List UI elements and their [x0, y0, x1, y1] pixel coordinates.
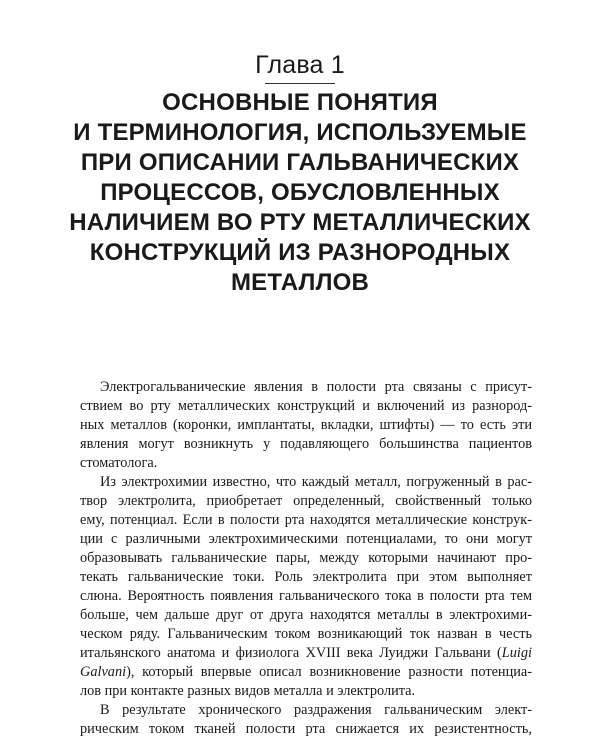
text-line: ческом ряду. Гальваническим током возникающий ток назван в честь	[80, 626, 532, 642]
italic-name: Luigi	[501, 645, 532, 661]
text-line: Из электрохимии известно, что каждый металл, погруженный в рас-	[100, 474, 532, 490]
text-line: лов при контакте разных видов металла и электролита.	[80, 683, 416, 699]
text-line: ему, потенциал. Если в полости рта находятся металлические конструк-	[80, 512, 532, 528]
text-line: стоматолога.	[80, 455, 158, 471]
text-line: Электрогальванические явления в полости рта связаны с присут-	[100, 379, 532, 395]
text-line: ции с различными электрохимическими потенциалами, то они могут	[80, 531, 532, 547]
text-line: ствием во рту металлических конструкций и включений из разнород-	[80, 398, 532, 414]
text-line	[80, 644, 532, 663]
text-segment: ), который впервые описал возникновение разности потенциа-	[126, 664, 532, 680]
paragraph-1	[80, 378, 532, 473]
chapter-label: Глава 1	[255, 51, 345, 79]
chapter-title-line: ПРИ ОПИСАНИИ ГАЛЬВАНИЧЕСКИХ	[80, 149, 520, 176]
chapter-title-line: НАЛИЧИЕМ ВО РТУ МЕТАЛЛИЧЕСКИХ	[69, 209, 531, 236]
italic-name: Galvani	[80, 664, 127, 680]
text-line: больше, чем дальше друг от друга находятся металлы в электрохими-	[80, 607, 532, 623]
text-line: явления могут возникнуть у подавляющего большинства пациентов	[80, 436, 532, 452]
chapter-title-line: ОСНОВНЫЕ ПОНЯТИЯ	[162, 89, 438, 116]
chapter-title-line: И ТЕРМИНОЛОГИЯ, ИСПОЛЬЗУЕМЫЕ	[73, 119, 527, 146]
chapter-title-line: КОНСТРУКЦИЙ ИЗ РАЗНОРОДНЫХ	[89, 239, 511, 266]
chapter-title-line: ПРОЦЕССОВ, ОБУСЛОВЛЕННЫХ	[100, 179, 500, 206]
text-line: текать гальванические токи. Роль электролита при этом выполняет	[80, 569, 532, 585]
chapter-label-underline	[265, 83, 335, 84]
text-line: слюна. Вероятность появления гальванического тока в полости рта тем	[80, 588, 532, 604]
chapter-title-line: МЕТАЛЛОВ	[230, 269, 370, 296]
text-segment: итальянского анатома и физиолога XVIII века Луиджи Гальвани (	[80, 645, 502, 661]
text-line: ных металлов (коронки, имплантаты, вкладки, штифты) — то есть эти	[80, 417, 532, 433]
text-line: образовывать гальванические пары, между которыми начинают про-	[80, 550, 532, 566]
chapter-title	[40, 88, 560, 298]
text-line	[80, 663, 532, 682]
text-line: твор электролита, приобретает определенный, свойственный только	[80, 493, 532, 509]
paragraph-2	[80, 473, 532, 701]
paragraph-3	[80, 701, 532, 739]
body-text	[80, 378, 532, 739]
text-line: В результате хронического раздражения гальваническим элект-	[100, 702, 532, 718]
text-line: рическим током тканей полости рта снижается их резистентность,	[80, 721, 532, 737]
